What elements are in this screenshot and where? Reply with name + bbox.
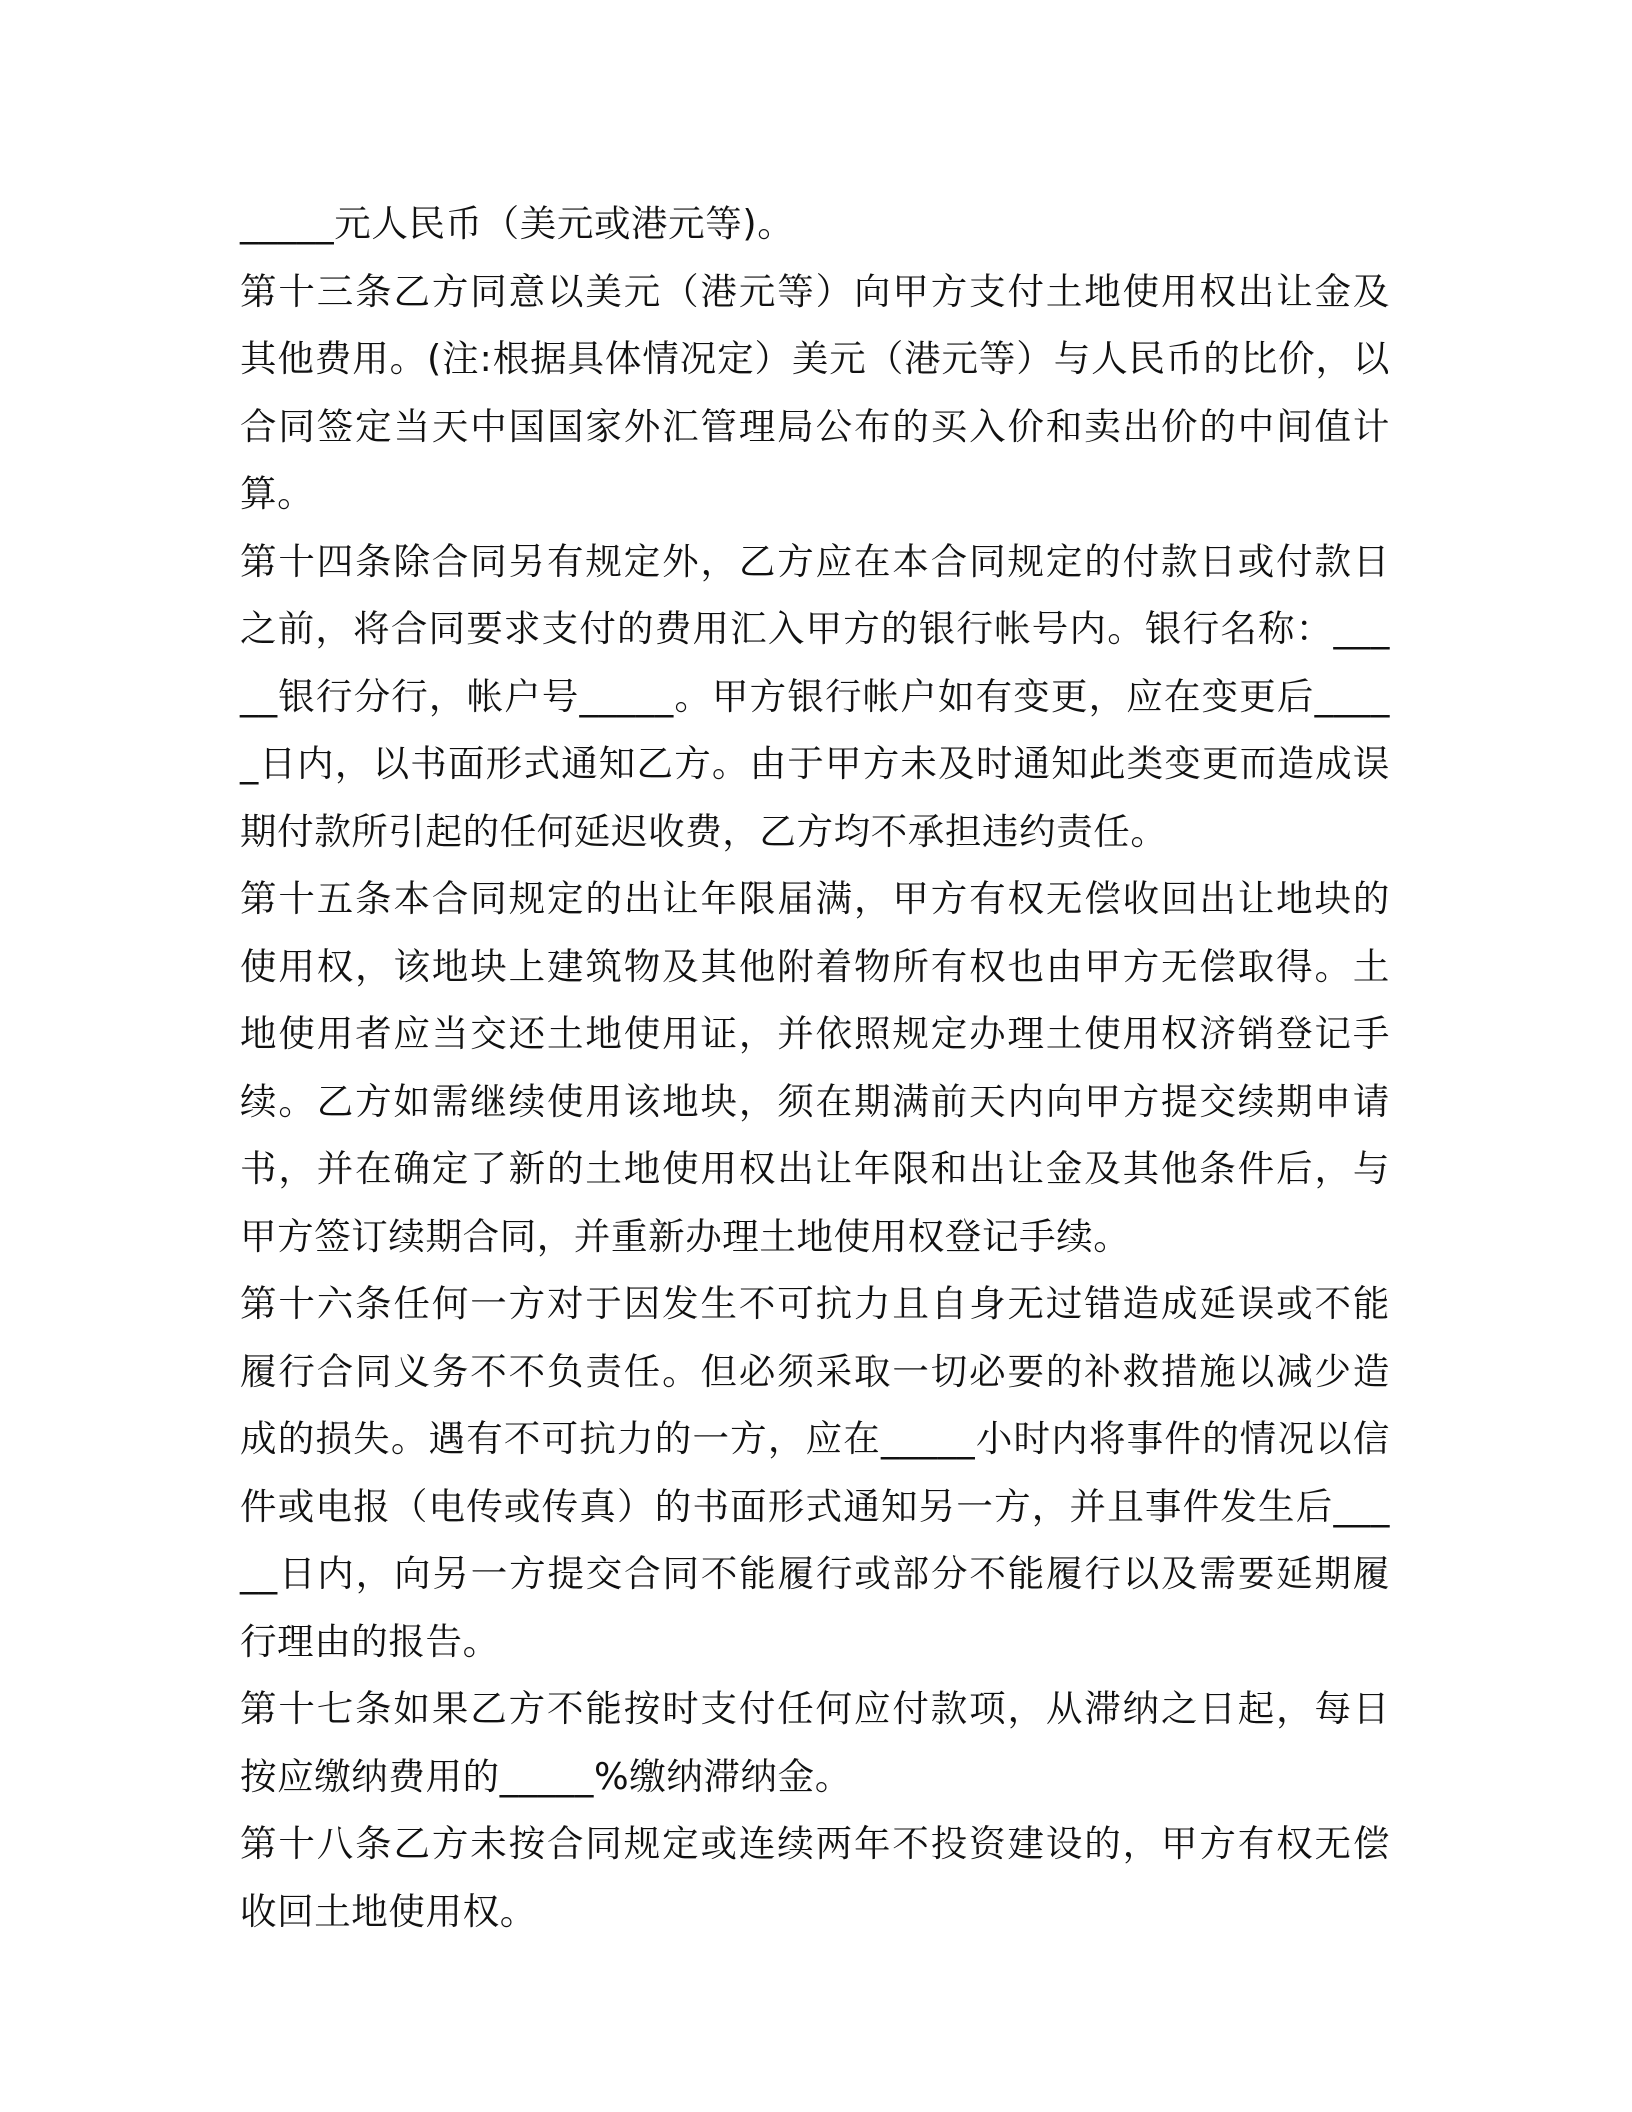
paragraph-article-14: 第十四条除合同另有规定外，乙方应在本合同规定的付款日或付款日之前，将合同要求支付的费用汇入甲方的银行帐号内。银行名称：_____银行分行，帐户号_____。甲方银行帐户如有变更，应在变更后_____日内，以书面形式通知乙方。由于甲方未及时通知此类变更而造成误期付款所引起的任何延迟收费，乙方均不承担违约责任。 bbox=[240, 539, 1390, 853]
paragraph-article-15: 第十五条本合同规定的出让年限届满，甲方有权无偿收回出让地块的使用权，该地块上建筑物及其他附着物所有权也由甲方无偿取得。土地使用者应当交还土地使用证，并依照规定办理土使用权济销登记手续。乙方如需继续使用该地块，须在期满前天内向甲方提交续期申请书，并在确定了新的土地使用权出让年限和出让金及其他条件后，与甲方签订续期合同，并重新办理土地使用权登记手续。 bbox=[240, 877, 1390, 1258]
paragraph-article-13: 第十三条乙方同意以美元（港元等）向甲方支付土地使用权出让金及其他费用。(注:根据具体情况定）美元（港元等）与人民币的比价，以合同签定当天中国国家外汇管理局公布的买入价和卖出价的中间值计算。 bbox=[240, 269, 1390, 515]
paragraph-article-16: 第十六条任何一方对于因发生不可抗力且自身无过错造成延误或不能履行合同义务不不负责任。但必须采取一切必要的补救措施以减少造成的损失。遇有不可抗力的一方，应在_____小时内将事件的情况以信件或电报（电传或传真）的书面形式通知另一方，并且事件发生后_____日内，向另一方提交合同不能履行或部分不能履行以及需要延期履行理由的报告。 bbox=[240, 1282, 1390, 1663]
paragraph-article-18: 第十八条乙方未按合同规定或连续两年不投资建设的，甲方有权无偿收回土地使用权。 bbox=[240, 1822, 1390, 1933]
paragraph-currency: _____元人民币（美元或港元等)。 bbox=[240, 202, 795, 245]
document-body bbox=[240, 190, 1390, 1945]
paragraph-article-17: 第十七条如果乙方不能按时支付任何应付款项，从滞纳之日起，每日按应缴纳费用的_____%缴纳滞纳金。 bbox=[240, 1687, 1390, 1798]
